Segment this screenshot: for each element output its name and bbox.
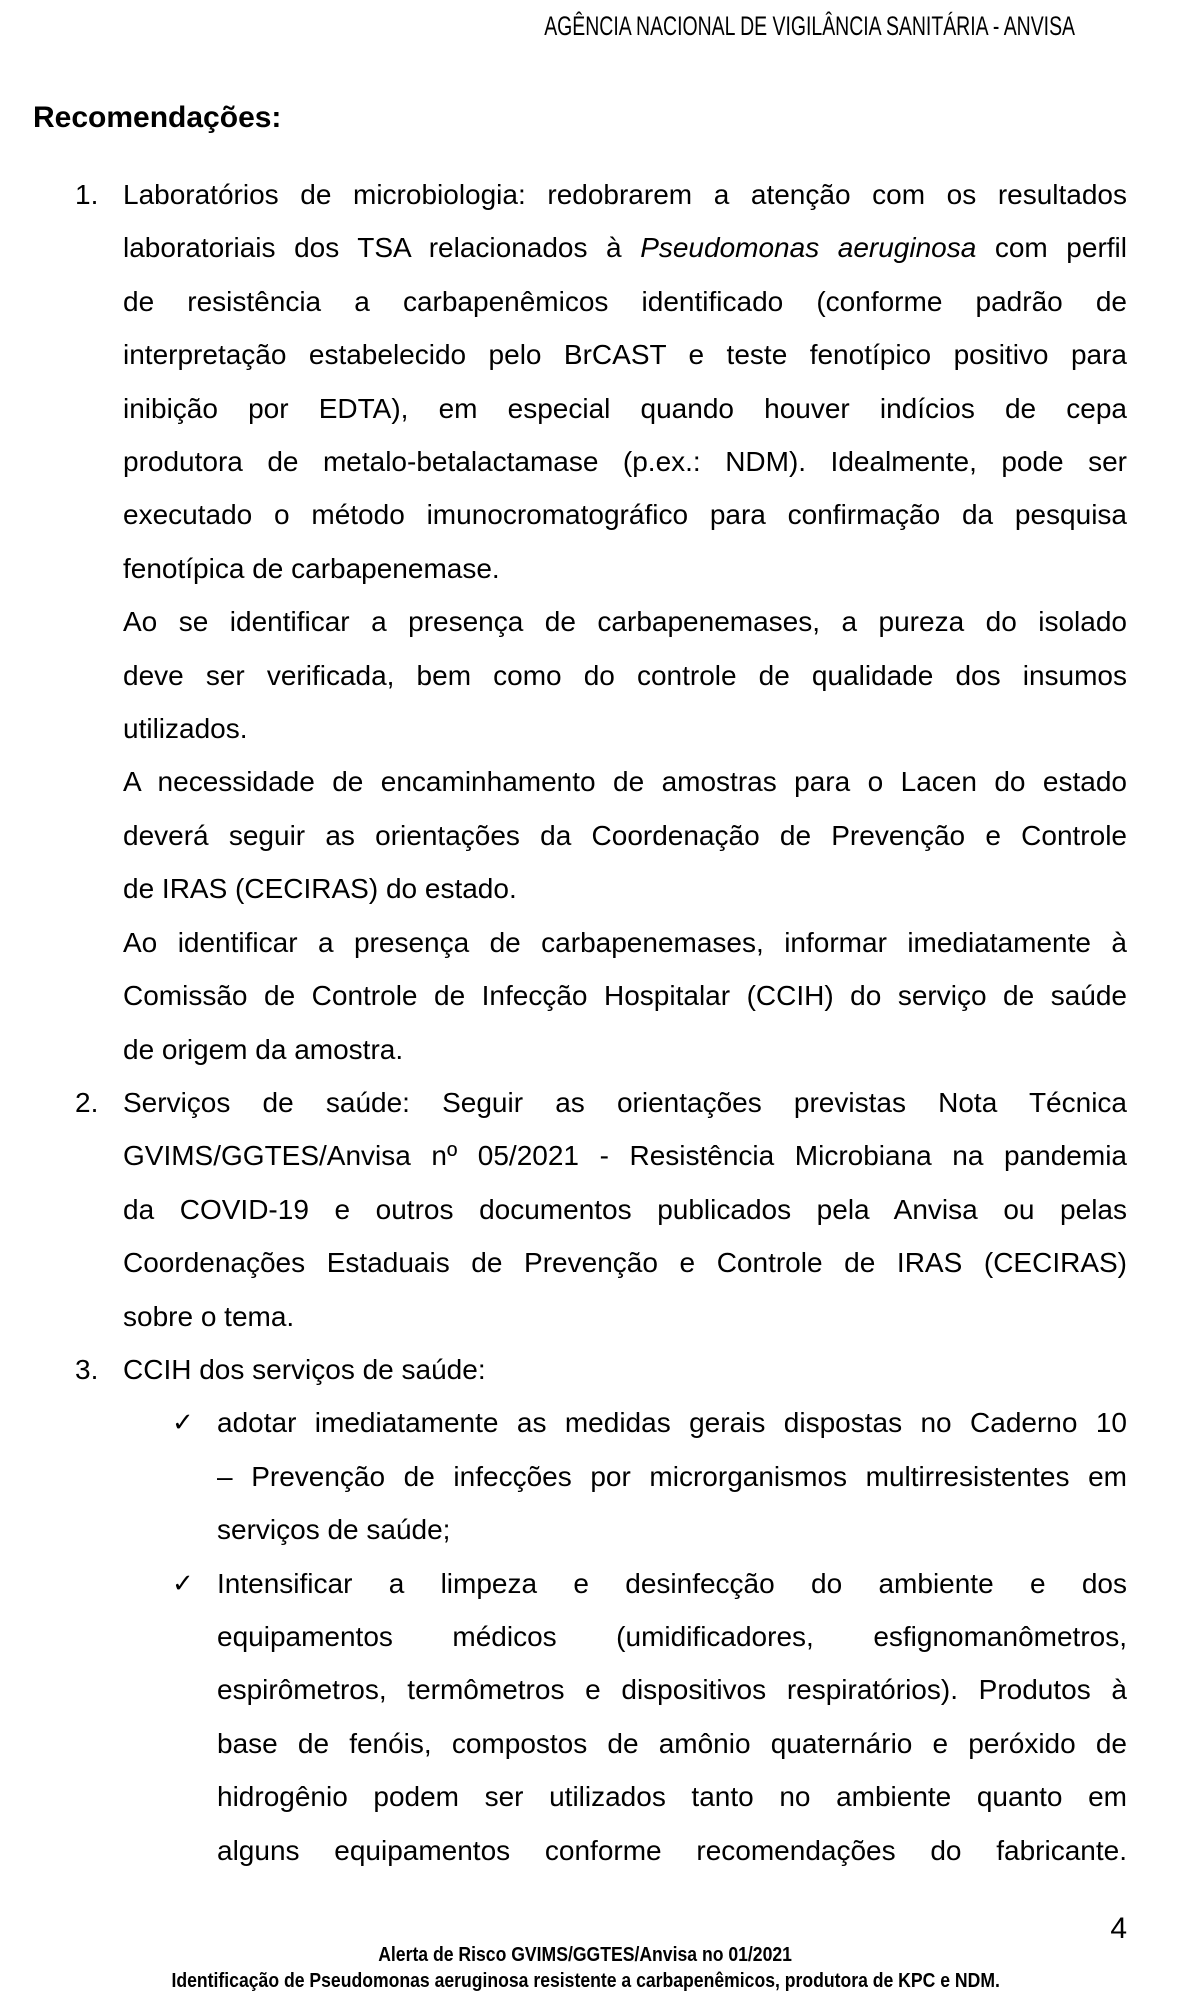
checklist-item (75, 1396, 1127, 1556)
text-line: Ao identificar a presença de carbapenemases, informar imediatamente à (123, 926, 1127, 958)
list-item (75, 168, 1127, 595)
text-line: Comissão de Controle de Infecção Hospitalar (CCIH) do serviço de saúde (123, 980, 1127, 1012)
document-body (75, 168, 1127, 1877)
list-number: 3. (75, 1353, 99, 1385)
text-line: de origem da amostra. (123, 1033, 404, 1065)
paragraph (75, 755, 1127, 915)
text-line: sobre o tema. (123, 1300, 295, 1332)
text-line: deverá seguir as orientações da Coordenação de Prevenção e Controle (123, 819, 1127, 851)
text-line: laboratoriais dos TSA relacionados à Pseudomonas aeruginosa com perfil (123, 232, 1127, 264)
text-line: alguns equipamentos conforme recomendações do fabricante. (217, 1834, 1127, 1866)
text-line: base de fenóis, compostos de amônio quaternário e peróxido de (217, 1727, 1127, 1759)
text-line: interpretação estabelecido pelo BrCAST e teste fenotípico positivo para (123, 339, 1127, 371)
text-line: adotar imediatamente as medidas gerais dispostas no Caderno 10 (217, 1407, 1127, 1439)
text-line: serviços de saúde; (217, 1514, 451, 1546)
footer-alert-subtitle: Identificação de Pseudomonas aeruginosa resistente a carbapenêmicos, produtora de KPC e NDM. (171, 1970, 1000, 1992)
text-line: de resistência a carbapenêmicos identificado (conforme padrão de (123, 285, 1127, 317)
page-number: 4 (1110, 1912, 1127, 1945)
text-line: Intensificar a limpeza e desinfecção do ambiente e dos (217, 1567, 1127, 1599)
list-item (75, 1076, 1127, 1343)
text-line: CCIH dos serviços de saúde: (123, 1353, 486, 1385)
paragraph (75, 595, 1127, 755)
text-line: da COVID-19 e outros documentos publicados pela Anvisa ou pelas (123, 1193, 1127, 1225)
list-item (75, 1343, 1127, 1396)
text-line: Laboratórios de microbiologia: redobrarem a atenção com os resultados (123, 179, 1127, 210)
list-number: 2. (75, 1086, 99, 1118)
text-line: espirômetros, termômetros e dispositivos respiratórios). Produtos à (217, 1674, 1127, 1706)
checkmark-icon: ✓ (172, 1567, 194, 1598)
text-line: Serviços de saúde: Seguir as orientações previstas Nota Técnica (123, 1086, 1127, 1118)
text-line: hidrogênio podem ser utilizados tanto no ambiente quanto em (217, 1781, 1127, 1813)
text-line: A necessidade de encaminhamento de amostras para o Lacen do estado (123, 766, 1127, 798)
text-line: Coordenações Estaduais de Prevenção e Controle de IRAS (CECIRAS) (123, 1247, 1127, 1279)
page-header (0, 10, 1199, 42)
list-number: 1. (75, 179, 99, 210)
section-title: Recomendações: (33, 101, 282, 134)
agency-title: AGÊNCIA NACIONAL DE VIGILÂNCIA SANITÁRIA - ANVISA (544, 11, 1076, 41)
text-line: utilizados. (123, 713, 248, 745)
text-line: executado o método imunocromatográfico para confirmação da pesquisa (123, 499, 1127, 531)
text-line: GVIMS/GGTES/Anvisa nº 05/2021 - Resistência Microbiana na pandemia (123, 1140, 1127, 1172)
checklist-item (75, 1557, 1127, 1877)
text-line: produtora de metalo-betalactamase (p.ex.: NDM). Idealmente, pode ser (123, 446, 1127, 478)
paragraph (75, 916, 1127, 1076)
checkmark-icon: ✓ (172, 1407, 194, 1438)
text-line: inibição por EDTA), em especial quando houver indícios de cepa (123, 392, 1127, 424)
footer-alert-title: Alerta de Risco GVIMS/GGTES/Anvisa no 01/2021 (378, 1944, 793, 1966)
text-line: equipamentos médicos (umidificadores, esfignomanômetros, (217, 1620, 1127, 1652)
text-line: deve ser verificada, bem como do controle de qualidade dos insumos (123, 659, 1127, 691)
text-line: Ao se identificar a presença de carbapenemases, a pureza do isolado (123, 606, 1127, 638)
text-line: de IRAS (CECIRAS) do estado. (123, 873, 517, 905)
text-line: – Prevenção de infecções por microrganismos multirresistentes em (217, 1460, 1127, 1492)
text-line: fenotípica de carbapenemase. (123, 552, 500, 584)
